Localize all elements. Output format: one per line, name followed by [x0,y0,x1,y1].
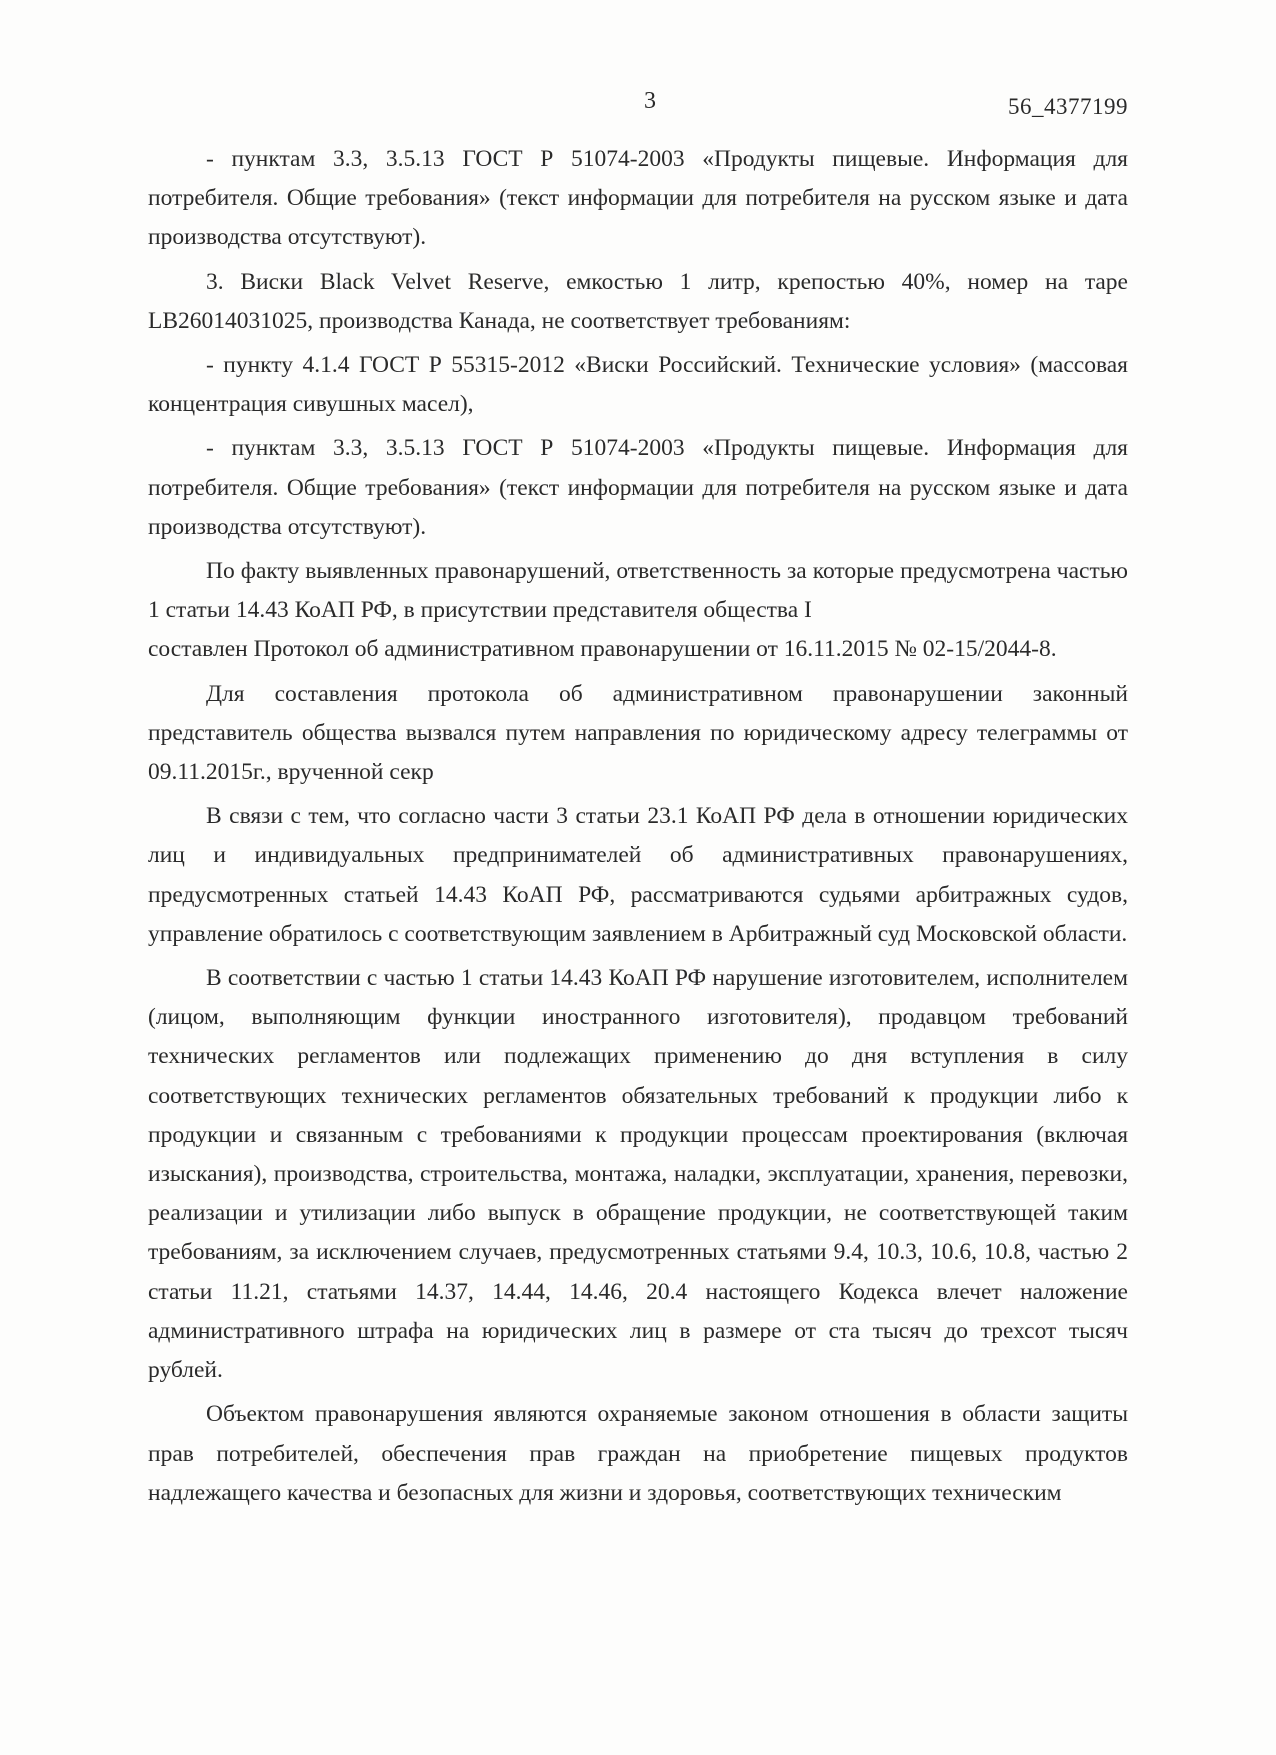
paragraph-violations-fact: По факту выявленных правонарушений, ответственность за которые предусмотрена частью 1 статьи 14.43 КоАП РФ, в присутствии представителя общества I [148,558,1128,624]
paragraph-item-3-whisky: 3. Виски Black Velvet Reserve, емкостью 1 литр, крепостью 40%, номер на таре LB26014031025, производства Канада, не соответствует требованиям: [148,268,1128,334]
paragraph-protocol-drawn: составлен Протокол об административном правонарушении от 16.11.2015 № 02-15/2044-8. [148,636,1057,663]
paragraph-gost-51074-item-2: - пунктам 3.3, 3.5.13 ГОСТ Р 51074-2003 «Продукты пищевые. Информация для потребителя. Общие требования» (текст информации для потребителя на русском языке и дата производства отсутствуют). [148,146,1128,251]
document-body [148,140,1128,1518]
paragraph-gost-55315: - пункту 4.1.4 ГОСТ Р 55315-2012 «Виски Российский. Технические условия» (массовая концентрация сивушных масел), [148,352,1128,418]
paragraph-gost-51074-item-3: - пунктам 3.3, 3.5.13 ГОСТ Р 51074-2003 «Продукты пищевые. Информация для потребителя. Общие требования» (текст информации для потребителя на русском языке и дата производства отсутствуют). [148,435,1128,540]
paragraph-protocol-notice: Для составления протокола об административном правонарушении законный представитель общества вызвался путем направления по юридическому адресу телеграммы от 09.11.2015г., врученной секр [148,680,1128,786]
page-number: 3 [644,88,656,114]
paragraph-jurisdiction: В связи с тем, что согласно части 3 статьи 23.1 КоАП РФ дела в отношении юридических лиц и индивидуальных предпринимателей об административных правонарушениях, предусмотренных статьей 14.43 КоАП РФ, рассматриваются судьями арбитражных судов, управление обратилось с соответствующим заявлением в Арбитражный суд Московской области. [148,803,1128,947]
paragraph-object-of-offense: Объектом правонарушения являются охраняемые законом отношения в области защиты прав потребителей, обеспечения прав граждан на приобретение пищевых продуктов надлежащего качества и безопасных для жизни и здоровья, соответствующих техническим [148,1401,1128,1506]
document-id: 56_4377199 [1008,94,1128,119]
paragraph-article-14-43: В соответствии с частью 1 статьи 14.43 КоАП РФ нарушение изготовителем, исполнителем (лицом, выполняющим функции иностранного изготовителя), продавцом требований технических регламентов или подлежащих применению до дня вступления в силу соответствующих технических регламентов обязательных требований к продукции либо к продукции и связанным с требованиями к продукции процессам проектирования (включая изыскания), производства, строительства, монтажа, наладки, эксплуатации, хранения, перевозки, реализации и утилизации либо выпуск в обращение продукции, не соответствующей таким требованиям, за исключением случаев, предусмотренных статьями 9.4, 10.3, 10.6, 10.8, частью 2 статьи 11.21, статьями 14.37, 14.44, 14.46, 20.4 настоящего Кодекса влечет наложение административного штрафа на юридических лиц в размере от ста тысяч до трехсот тысяч рублей. [148,965,1128,1384]
page-header [0,88,1276,128]
